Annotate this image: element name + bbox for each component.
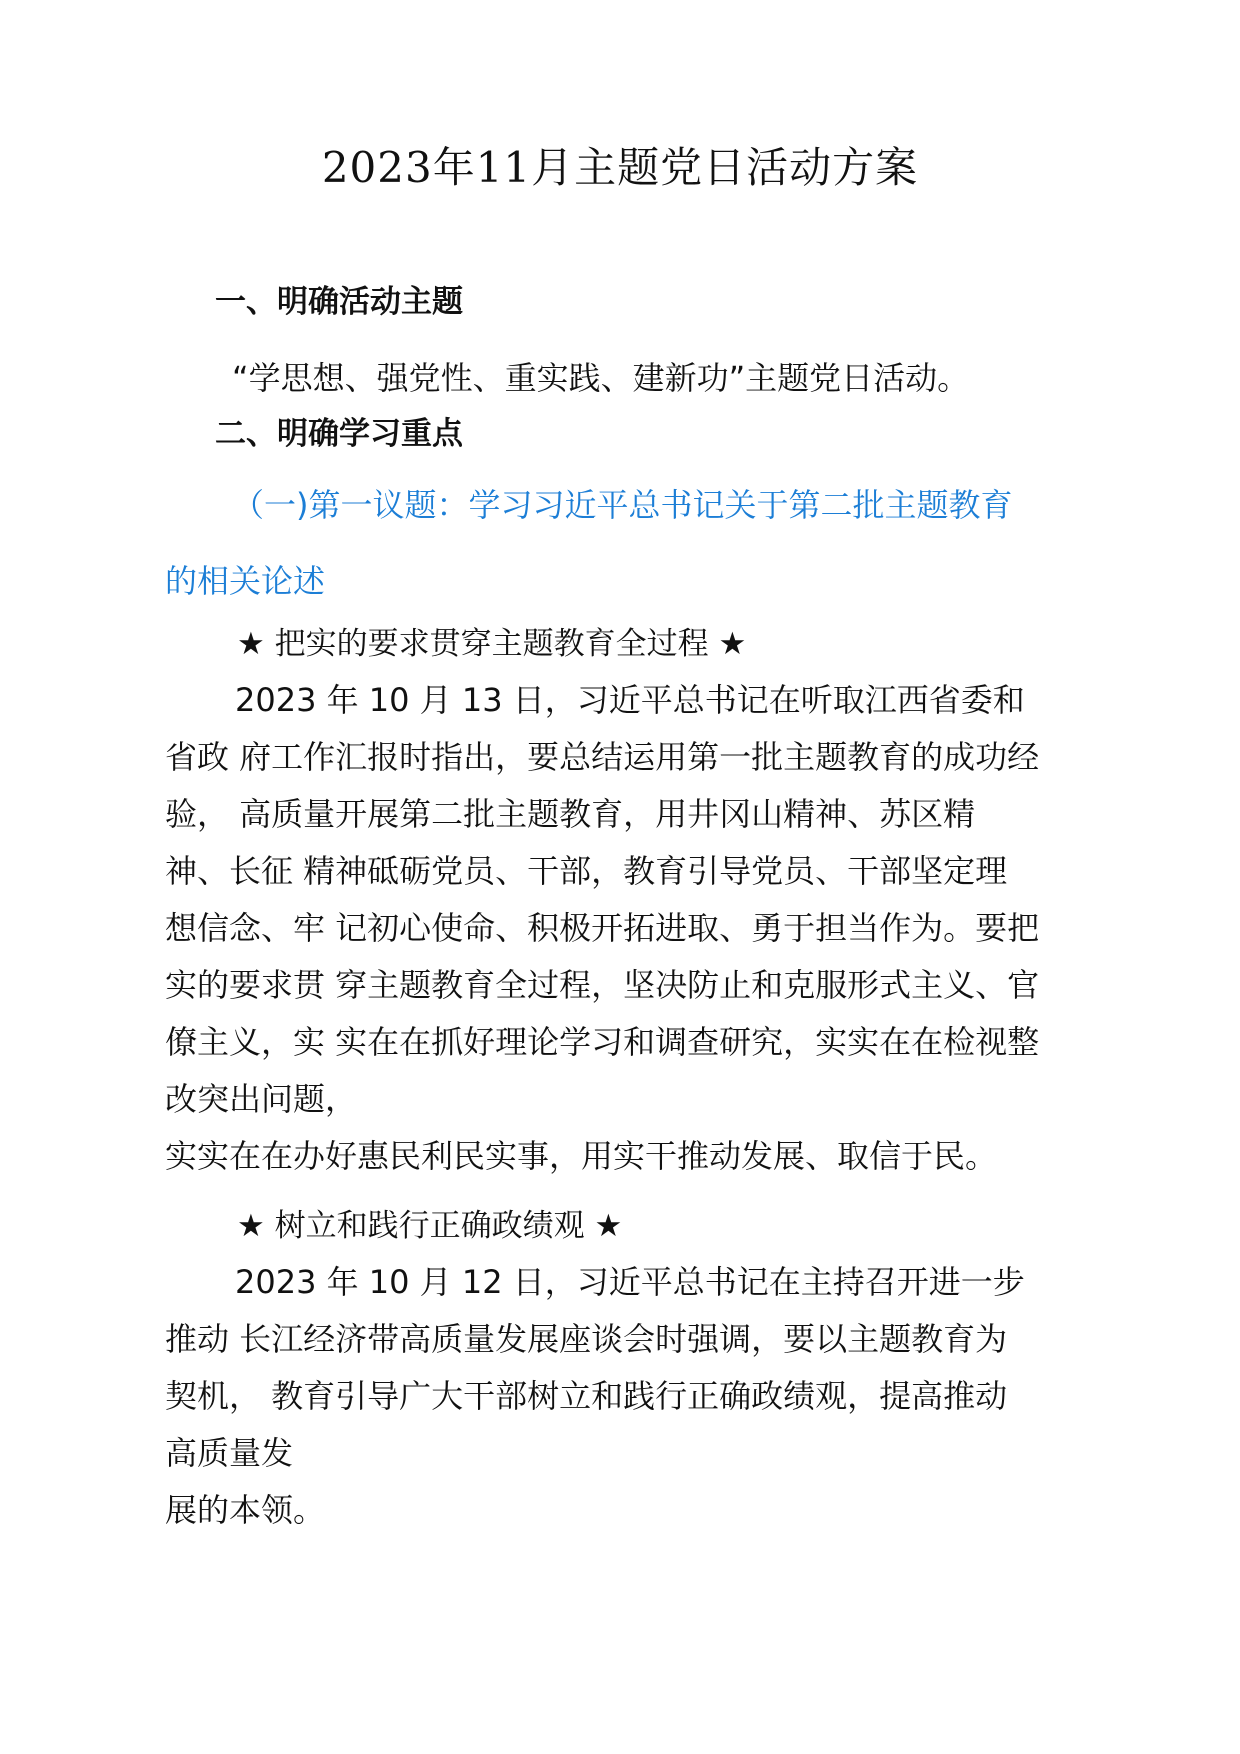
paragraph-line: 想信念、牢 记初心使命、积极开拓进取、勇于担当作为。要把 [165, 909, 1040, 947]
paragraph-line: 实的要求贯 穿主题教育全过程，坚决防止和克服形式主义、官 [165, 966, 1040, 1004]
paragraph-line: 神、长征 精神砥砺党员、干部，教育引导党员、干部坚定理 [165, 852, 1008, 890]
section-heading-theme: 一、明确活动主题 [215, 284, 463, 320]
paragraph-line: 改突出问题， [165, 1080, 358, 1118]
point-title-1: ★ 把实的要求贯穿主题教育全过程 ★ [237, 626, 747, 662]
section-heading-study-focus: 二、明确学习重点 [215, 416, 463, 452]
point-paragraph-1 [165, 672, 1085, 1185]
page-title: 2023年11月主题党日活动方案 [321, 143, 919, 192]
paragraph-line: 省政 府工作汇报时指出，要总结运用第一批主题教育的成功经 [165, 738, 1040, 776]
paragraph-line: 验， 高质量开展第二批主题教育，用井冈山精神、苏区精 [165, 795, 976, 833]
paragraph-line: 高质量发 [165, 1434, 294, 1472]
paragraph-line: 2023 年 10 月 13 日，习近平总书记在听取江西省委和 [235, 681, 1025, 719]
paragraph-line: 实实在在办好惠民利民实事，用实干推动发展、取信于民。 [165, 1137, 998, 1175]
paragraph-line: 契机， 教育引导广大干部树立和践行正确政绩观，提高推动 [165, 1377, 1008, 1415]
paragraph-line: 僚主义，实 实在在抓好理论学习和调查研究，实实在在检视整 [165, 1023, 1040, 1061]
subsection-heading-line2: 的相关论述 [165, 562, 326, 600]
section-text-theme: “学思想、强党性、重实践、建新功”主题党日活动。 [232, 359, 970, 397]
paragraph-line: 推动 长江经济带高质量发展座谈会时强调，要以主题教育为 [165, 1320, 1008, 1358]
paragraph-line: 展的本领。 [165, 1491, 326, 1529]
subsection-heading-line1: （一)第一议题：学习习近平总书记关于第二批主题教育 [232, 486, 1013, 524]
point-paragraph-2 [165, 1254, 1085, 1539]
point-title-2: ★ 树立和践行正确政绩观 ★ [237, 1208, 623, 1244]
paragraph-line: 2023 年 10 月 12 日，习近平总书记在主持召开进一步 [235, 1263, 1025, 1301]
